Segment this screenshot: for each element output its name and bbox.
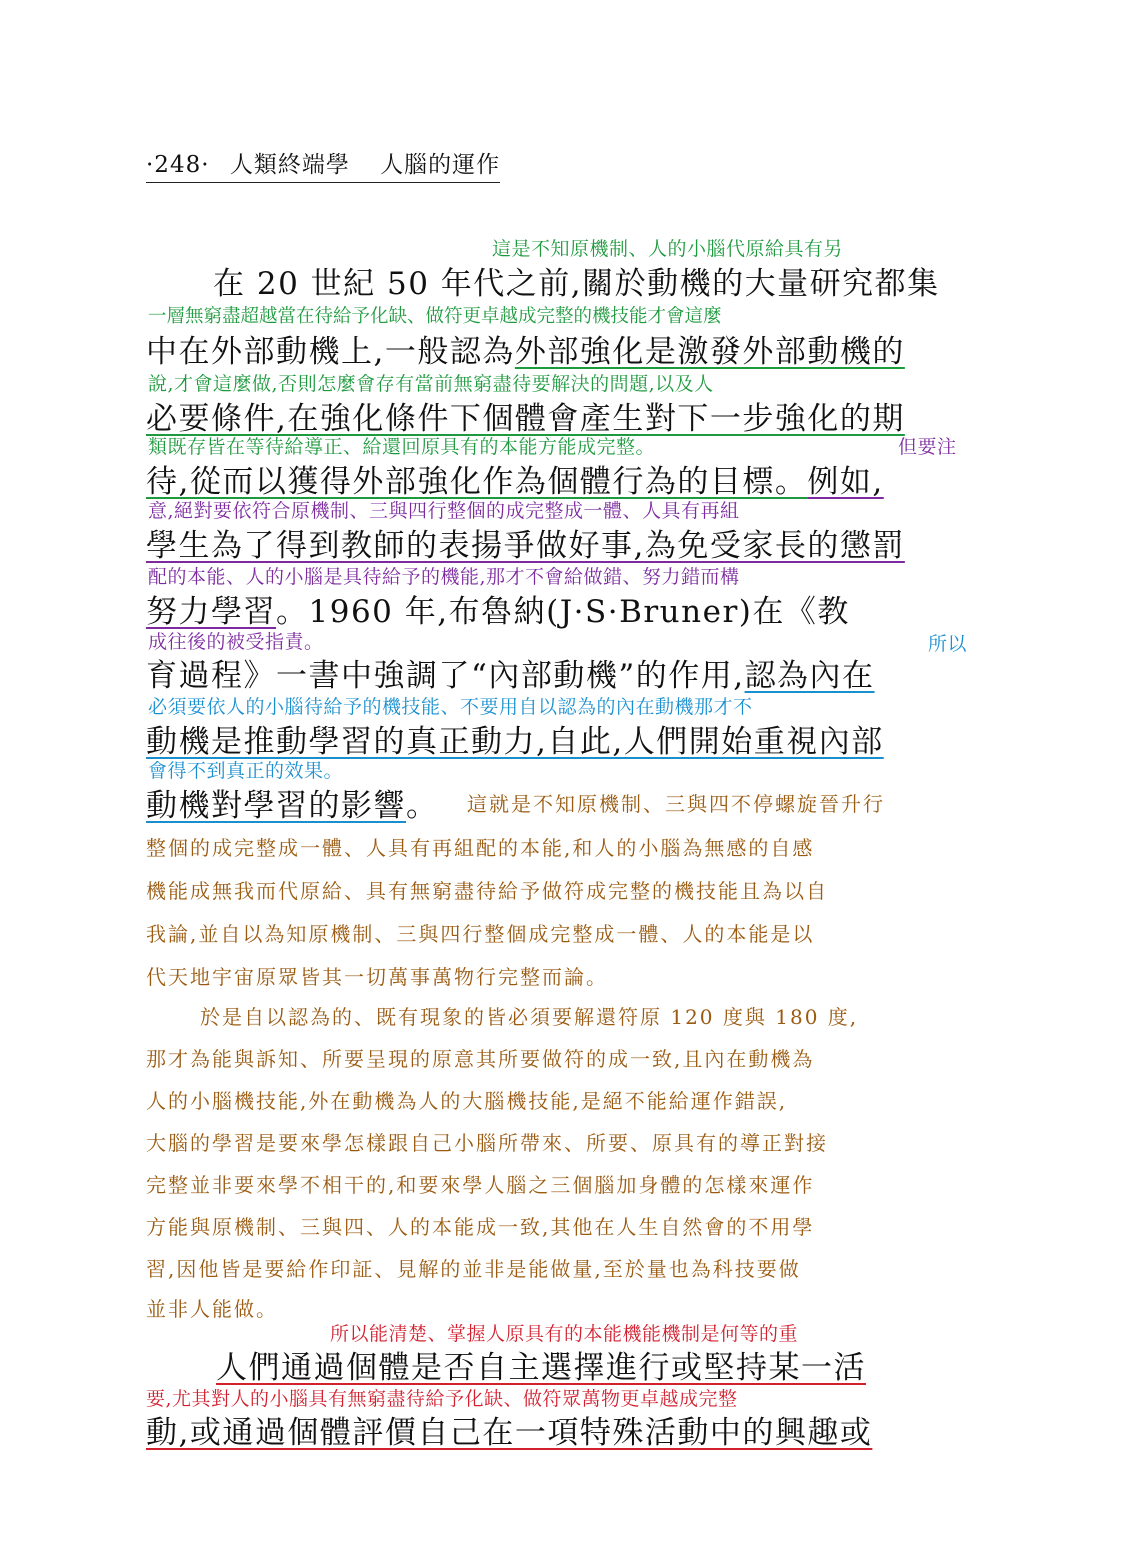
commentary-line: 代天地宇宙原眾皆其一切萬事萬物行完整而論。 <box>146 965 608 989</box>
underlined-text: 例如, <box>807 464 884 500</box>
commentary-line: 人的小腦機技能,外在動機為人的大腦機技能,是絕不能給運作錯誤, <box>146 1089 788 1113</box>
body-text: 中在外部動機上,一般認為 <box>146 334 515 370</box>
underlined-text: 學生為了得到教師的表揚爭做好事,為免受家長的懲罰 <box>146 528 905 564</box>
annotation-line: 類既存皆在等待給導正、給還回原具有的本能方能成完整。 <box>148 436 656 458</box>
annotation-line: 成往後的被受指責。 <box>148 631 324 653</box>
body-line <box>216 1342 866 1387</box>
annotation-line: 要,尤其對人的小腦具有無窮盡待給予化缺、做符眾萬物更卓越成完整 <box>146 1388 738 1410</box>
underlined-text: 人們通過個體是否自主選擇進行或堅持某一活 <box>216 1350 866 1386</box>
body-line <box>146 650 875 695</box>
commentary-line: 我論,並自以為知原機制、三與四行整個成完整成一體、人的本能是以 <box>146 922 815 946</box>
commentary-line: 於是自以認為的、既有現象的皆必須要解還符原 120 度與 180 度, <box>200 1005 859 1029</box>
body-text: 。 <box>406 788 439 824</box>
underlined-text: 認為內在 <box>744 658 875 694</box>
body-text: 育過程》一書中強調了“內部動機”的作用, <box>146 658 745 694</box>
commentary-line: 習,因他皆是要給作印証、見解的並非是能做量,至於量也為科技要做 <box>146 1257 801 1281</box>
annotation-line: 這是不知原機制、人的小腦代原給具有另 <box>492 238 844 260</box>
commentary-line: 方能與原機制、三與四、人的本能成一致,其他在人生自然會的不用學 <box>146 1215 815 1239</box>
annotation-line: 必須要依人的小腦待給予的機技能、不要用自以認為的內在動機那才不 <box>148 696 753 718</box>
annotation-line: 說,才會這麼做,否則怎麼會存有當前無窮盡待要解決的問題,以及人 <box>148 373 714 395</box>
annotation-line: 所以 <box>928 633 968 655</box>
body-line <box>146 1407 872 1452</box>
commentary-line: 大腦的學習是要來學怎樣跟自己小腦所帶來、所要、原具有的導正對接 <box>146 1131 828 1155</box>
annotation-line: 但要注 <box>898 436 957 458</box>
underlined-text: 動機是推動學習的真正動力,自此,人們開始重視內部 <box>146 724 884 760</box>
body-line <box>146 586 850 631</box>
underlined-text: 待,從而以獲得外部強化作為個體行為的目標。 <box>146 464 808 500</box>
underlined-text: 必要條件,在強化條件下個體會產生對下一步強化的期 <box>146 401 905 437</box>
body-line <box>146 326 905 371</box>
commentary-line: 並非人能做。 <box>146 1297 278 1321</box>
body-line <box>146 716 884 761</box>
commentary-line: 完整並非要來學不相干的,和要來學人腦之三個腦加身體的怎樣來運作 <box>146 1173 815 1197</box>
annotation-line: 會得不到真正的效果。 <box>148 760 344 782</box>
body-text: 。1960 年,布魯納(J·S·Bruner)在《教 <box>276 594 850 630</box>
commentary-line: 這就是不知原機制、三與四不停螺旋晉升行 <box>467 792 885 816</box>
body-line <box>146 520 905 565</box>
book-title: 人類終端學 <box>229 152 350 178</box>
running-header <box>146 146 500 183</box>
chapter-title: 人腦的運作 <box>380 152 501 178</box>
body-line <box>146 780 439 825</box>
underlined-text: 外部強化是激發外部動機的 <box>514 334 905 370</box>
annotation-line: 配的本能、人的小腦是具待給予的機能,那才不會給做錯、努力錯而構 <box>148 566 740 588</box>
page-number: ·248· <box>146 152 210 178</box>
underlined-text: 努力學習 <box>146 594 276 630</box>
annotation-line: 意,絕對要依符合原機制、三與四行整個的成完整成一體、人具有再組 <box>148 500 740 522</box>
commentary-line: 整個的成完整成一體、人具有再組配的本能,和人的小腦為無感的自感 <box>146 836 815 860</box>
commentary-line: 那才為能與訴知、所要呈現的原意其所要做符的成一致,且內在動機為 <box>146 1047 815 1071</box>
body-line <box>146 456 884 501</box>
body-line: 在 20 世紀 50 年代之前,關於動機的大量研究都集 <box>213 266 940 302</box>
underlined-text: 動,或通過個體評價自己在一項特殊活動中的興趣或 <box>146 1415 873 1451</box>
commentary-line: 機能成無我而代原給、具有無窮盡待給予做符成完整的機技能且為以自 <box>146 879 828 903</box>
annotation-line: 所以能清楚、掌握人原具有的本能機能機制是何等的重 <box>330 1323 799 1345</box>
underlined-text: 動機對學習的影響 <box>146 788 406 824</box>
annotation-line: 一層無窮盡超越當在待給予化缺、做符更卓越成完整的機技能才會這麼 <box>148 306 722 327</box>
